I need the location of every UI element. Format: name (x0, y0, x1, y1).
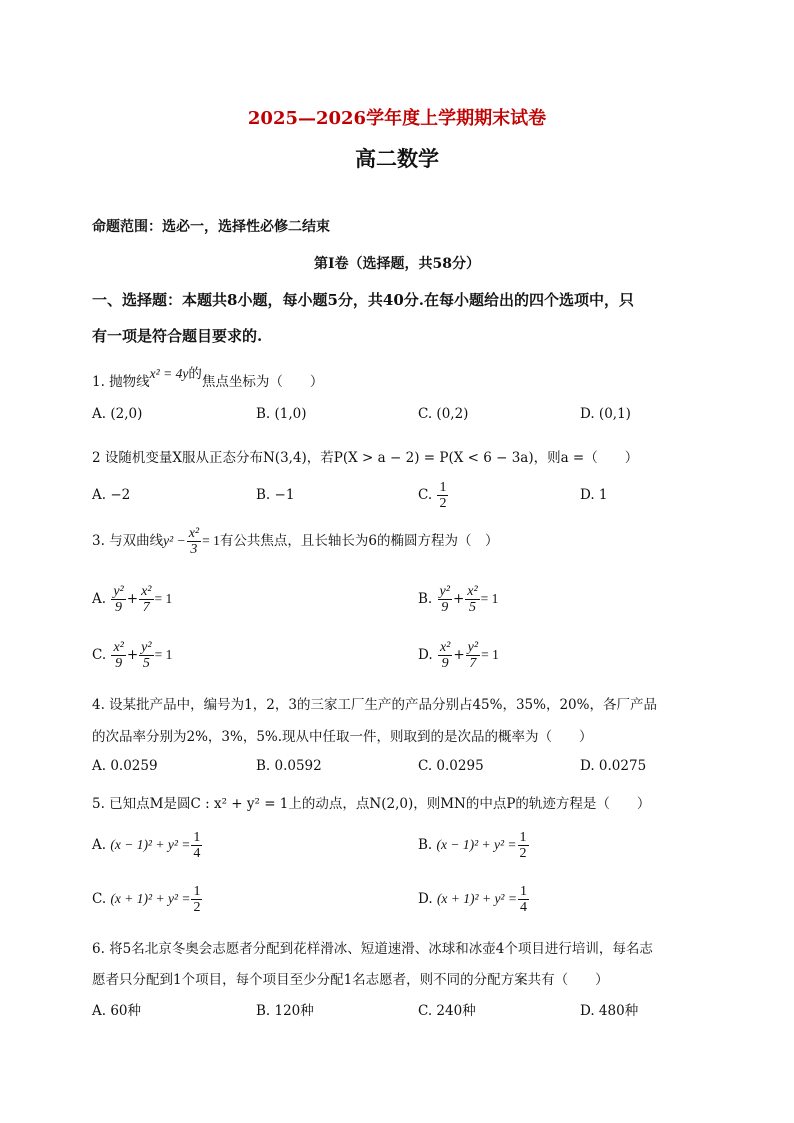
q3-option-d: D. $\frac{\text{x²}}{9}$ + $\frac{\text{y²}}{7}$ = 1 (418, 640, 499, 671)
q1-mid: 的 (188, 366, 202, 382)
q1-equation: x² = 4y (149, 366, 189, 381)
question-1 (92, 366, 324, 390)
q4-option-a: A. 0.0259 (92, 758, 158, 774)
section-instruction-line1: 一、选择题：本题共8小题，每小题5分，共40分.在每小题给出的四个选项中，只 (92, 291, 634, 309)
part-heading: 第Ⅰ卷（选择题，共58分） (313, 256, 481, 272)
q1-suffix: 焦点坐标为（ ） (201, 374, 324, 390)
q4-option-b: B. 0.0592 (256, 758, 322, 774)
q3-option-a: A. $\frac{\text{y²}}{9}$ + $\frac{\text{x²}}{7}$ = 1 (92, 584, 173, 615)
q2-option-d: D. 1 (580, 487, 608, 503)
question-4-line2: 的次品率分别为2%，3%，5%.现从中任取一件，则取到的是次品的概率为（ ） (92, 729, 593, 745)
q5-option-d: D. (x + 1)² + y² = $\frac{1}{4}$ (418, 884, 527, 915)
q6-option-a: A. 60种 (92, 1003, 142, 1019)
exam-title: 2025—2026学年度上学期期末试卷 (247, 108, 547, 129)
q6-option-b: B. 120种 (256, 1003, 314, 1019)
exam-subject: 高二数学 (355, 146, 439, 171)
q1-option-d: D. (0,1) (580, 406, 631, 422)
question-3: 3. 与双曲线y² − $\frac{\text{x²}}{3}$ = 1有公共焦点，且长轴长为6的椭圆方程为（ ） (92, 526, 499, 557)
q4-option-c: C. 0.0295 (418, 758, 484, 774)
q5-option-c: C. (x + 1)² + y² = $\frac{1}{2}$ (92, 884, 201, 915)
q1-option-c: C. (0,2) (418, 406, 469, 422)
q4-option-d: D. 0.0275 (580, 758, 647, 774)
exam-scope: 命题范围：选必一，选择性必修二结束 (92, 219, 330, 235)
q1-prefix: 1. 抛物线 (92, 374, 150, 390)
q5-option-b: B. (x − 1)² + y² = $\frac{1}{2}$ (418, 830, 527, 861)
q5-option-a: A. (x − 1)² + y² = $\frac{1}{4}$ (92, 830, 201, 861)
question-6-line1: 6. 将5名北京冬奥会志愿者分配到花样滑冰、短道速滑、冰球和冰壶4个项目进行培训，每名志 (92, 941, 653, 957)
section-instruction-line2: 有一项是符合题目要求的. (92, 327, 263, 345)
q1-option-b: B. (1,0) (256, 406, 307, 422)
question-5: 5. 已知点M是圆C : x² + y² = 1上的动点，点N(2,0)，则MN的中点P的轨迹方程是（ ） (92, 796, 651, 812)
q6-option-d: D. 480种 (580, 1003, 639, 1019)
question-2: 2 设随机变量X服从正态分布N(3,4)，若P(X > a − 2) = P(X < 6 − 3a)，则a =（ ） (92, 450, 639, 466)
question-6-line2: 愿者只分配到1个项目，每个项目至少分配1名志愿者，则不同的分配方案共有（ ） (92, 972, 609, 988)
q3-option-c: C. $\frac{\text{x²}}{9}$ + $\frac{\text{y²}}{5}$ = 1 (92, 640, 173, 671)
question-4-line1: 4. 设某批产品中，编号为1，2，3的三家工厂生产的产品分别占45%，35%，20%，各厂产品 (92, 697, 657, 713)
q2-option-a: A. −2 (92, 487, 131, 503)
q2-option-c: C. $\frac{1}{2}$ (418, 480, 447, 511)
q1-option-a: A. (2,0) (92, 406, 143, 422)
q3-option-b: B. $\frac{\text{y²}}{9}$ + $\frac{\text{x²}}{5}$ = 1 (418, 584, 499, 615)
q2-option-b: B. −1 (256, 487, 295, 503)
q6-option-c: C. 240种 (418, 1003, 476, 1019)
